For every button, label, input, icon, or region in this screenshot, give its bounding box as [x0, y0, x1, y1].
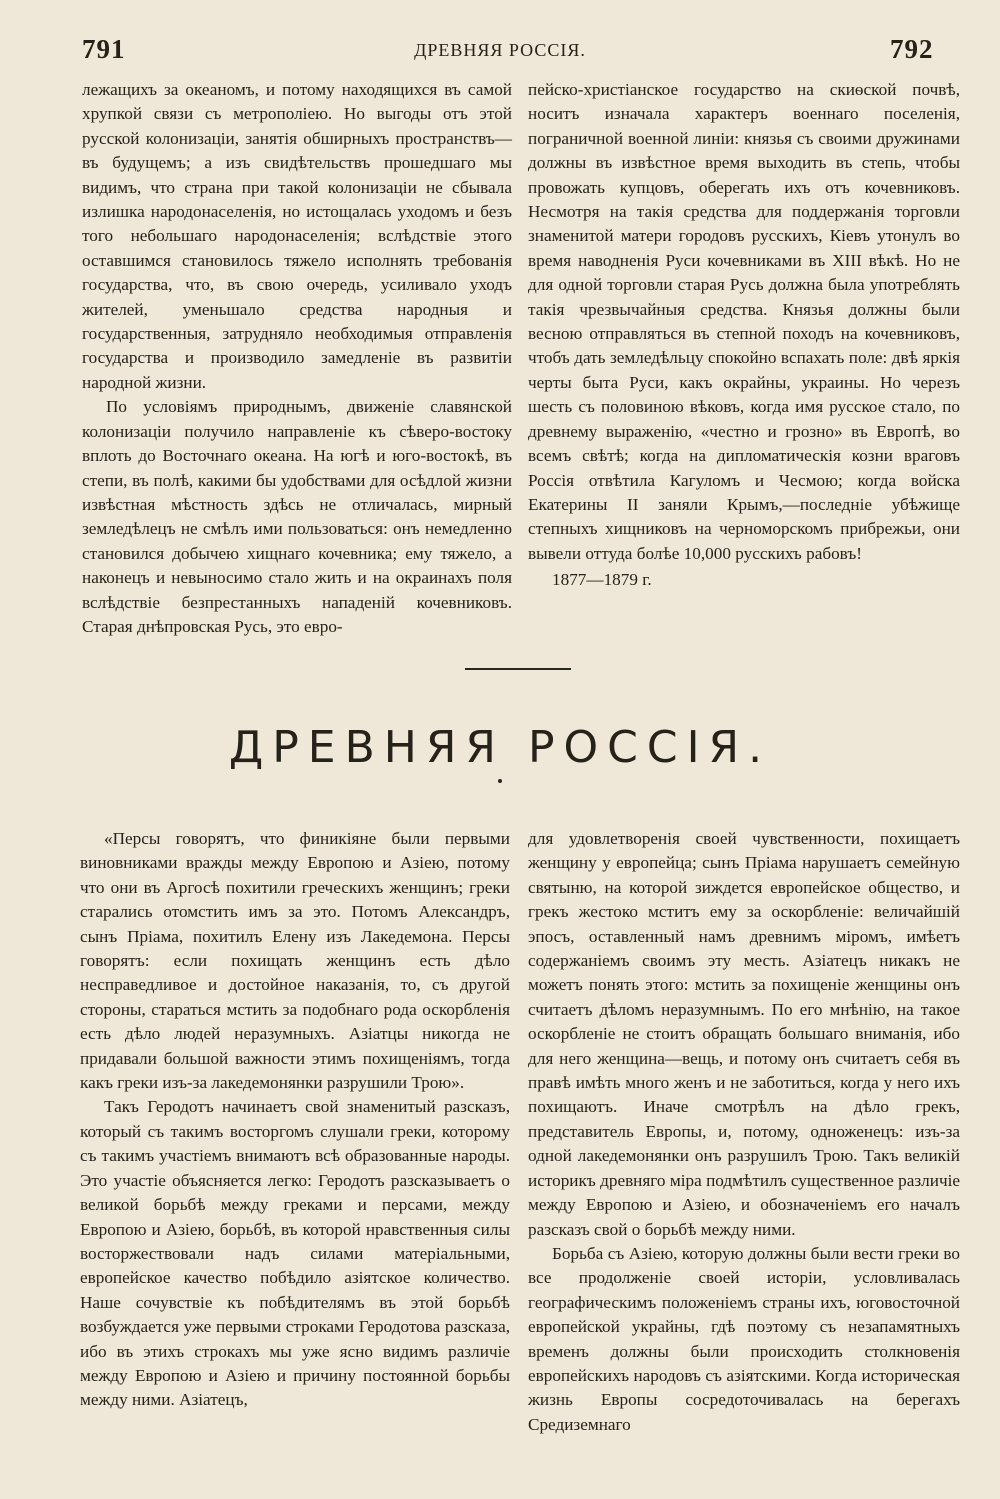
- paragraph: «Персы говорятъ, что финикіяне были первыми виновниками вражды между Европою и Азіею, потому что они въ Аргосѣ похитили греческихъ женщинъ; греки старались отомстить имъ за это. Потомъ Александръ, сынъ Пріама, похитилъ Елену изъ Лакедемона. Персы говорятъ: если похищать женщинъ есть дѣло несправедливое и достойное наказанія, то, съ другой стороны, стараться мстить за подобнаго рода оскорбленія есть дѣло людей неразумныхъ. Азіатцы никогда не придавали большой важности этимъ похищеніямъ, тогда какъ греки изъ-за лакедемонянки разрушили Трою».: [80, 829, 510, 1093]
- top-right-column: [528, 78, 960, 593]
- paragraph: По условіямъ природнымъ, движеніе славянской колонизаціи получило направленіе къ сѣверо-востоку вплоть до Восточнаго океана. На югѣ и юго-востокѣ, въ степи, въ полѣ, какими бы удобствами для осѣдлой жизни извѣстная мѣстность здѣсь не отличалась, мирный земледѣлецъ не смѣлъ ими пользоваться: онъ немедленно становился добычею хищнаго кочевника; ему тяжело, а наконецъ и невыносимо стало жить и на окраинахъ поля вслѣдствіе безпрестанныхъ нападеній кочевниковъ. Старая днѣпровская Русь, это евро-: [82, 397, 512, 636]
- bottom-left-column: [80, 827, 510, 1413]
- article-title: ДРЕВНЯЯ РОССІЯ.: [228, 722, 772, 773]
- top-left-column: [82, 78, 512, 639]
- paragraph: лежащихъ за океаномъ, и потому находящихся въ самой хрупкой связи съ метрополіею. Но выгоды отъ этой русской колонизаціи, занятія обширныхъ пространствъ—въ будущемъ; а изъ свидѣтельствъ прошедшаго мы видимъ, что страна при такой колонизаціи не сбывала излишка народонаселенія, но истощалась уходомъ и безъ того небольшаго народонаселенія; вслѣдствіе этого оставшимся становилось тяжело исполнять требованія государства, что, въ свою очередь, усиливало уходъ жителей, уменьшало средства народныя и государственныя, затрудняло необходимыя отправленія государства и производило замедленіе въ развитіи народной жизни.: [82, 80, 512, 392]
- title-ornament-dot: [498, 779, 502, 783]
- section-divider: [465, 668, 571, 670]
- paragraph: для удовлетворенія своей чувственности, похищаетъ женщину у европейца; сынъ Пріама нарушаетъ семейную святыню, на которой зиждется европейское общество, и грекъ жестоко мститъ ему за оскорбленіе: величайшій эпосъ, оставленный намъ древнимъ міромъ, имѣетъ содержаніемъ своимъ эту месть. Азіатецъ никакъ не можетъ понять этого: мстить за похищеніе женщины онъ считаетъ дѣломъ неразумнымъ. По его мнѣнію, на такое оскорбленіе не стоитъ обращать большаго вниманія, ибо для него женщина—вещь, и потому онъ считаетъ себя въ правѣ имѣть много женъ и не заботиться, когда у него ихъ похищаютъ. Иначе смотрѣлъ на дѣло грекъ, представитель Европы, и, потому, одноженецъ: изъ-за одной лакедемонянки онъ разрушилъ Трою. Такъ великій историкъ древняго міра подмѣтилъ существенное различіе между Европою и Азіею, и обозначеніемъ его началъ разсказъ свой о борьбѣ между ними.: [528, 829, 960, 1239]
- bottom-right-column: [528, 827, 960, 1437]
- paragraph: Борьба съ Азіею, которую должны были вести греки во все продолженіе своей исторіи, условливалась географическимъ положеніемъ страны ихъ, юговосточной европейской украйны, гдѣ поэтому съ незапамятныхъ временъ должны были происходить столкновенія европейскихъ народовъ съ азіятскими. Когда историческая жизнь Европы сосредоточивалась на берегахъ Средиземнаго: [528, 1243, 960, 1434]
- paragraph: Такъ Геродотъ начинаетъ свой знаменитый разсказъ, который съ такимъ восторгомъ слушали греки, которому съ такимъ участіемъ внимаютъ всѣ образованные народы. Это участіе объясняется легко: Геродотъ разсказываетъ о великой борьбѣ между греками и персами, между Европою и Азіею, борьбѣ, въ которой нравственныя силы восторжествовали надъ силами матеріальными, европейское качество побѣдило азіятское количество. Наше сочувствіе къ побѣдителямъ въ этой борьбѣ возбуждается уже первыми строками Геродотова разсказа, ибо въ этихъ строкахъ мы уже ясно видимъ различіе между Европою и Азіею и причину постоянной борьбы между ними. Азіатецъ,: [80, 1097, 510, 1410]
- right-page-number: 792: [890, 34, 934, 64]
- running-title: ДРЕВНЯЯ РОССІЯ.: [414, 40, 586, 60]
- paragraph: пейско-христіанское государство на скиѳской почвѣ, носитъ изначала характеръ военнаго поселенія, пограничной военной линіи: князья съ своими дружинами должны въ извѣстное время выходить въ степь, чтобы провожать купцовъ, оберегать ихъ отъ кочевниковъ. Несмотря на такія средства для поддержанія торговли знаменитой матери городовъ русскихъ, Кіевъ утонулъ во время наводненія Руси кочевниками въ XIII вѣкѣ. Но не для одной торговли старая Русь должна была употреблять такія чрезвычайныя средства. Князья должны были весною отправляться въ степной походъ на кочевниковъ, чтобъ дать земледѣльцу спокойно вспахать поле: двѣ яркія черты быта Руси, какъ окрайны, украины. Но черезъ шесть съ половиною вѣковъ, когда имя русское стало, по древнему выраженію, «честно и грозно» въ Европѣ, во всемъ свѣтѣ; когда на дипломатическія козни враговъ Россія отвѣтила Кагуломъ и Чесмою; когда войска Екатерины II заняли Крымъ,—последніе убѣжище степныхъ хищниковъ на черноморскомъ прибрежьи, они вывели оттуда болѣе 10,000 русскихъ рабовъ!: [528, 80, 960, 563]
- date-line: 1877—1879 г.: [552, 570, 652, 590]
- left-page-number: 791: [82, 34, 126, 64]
